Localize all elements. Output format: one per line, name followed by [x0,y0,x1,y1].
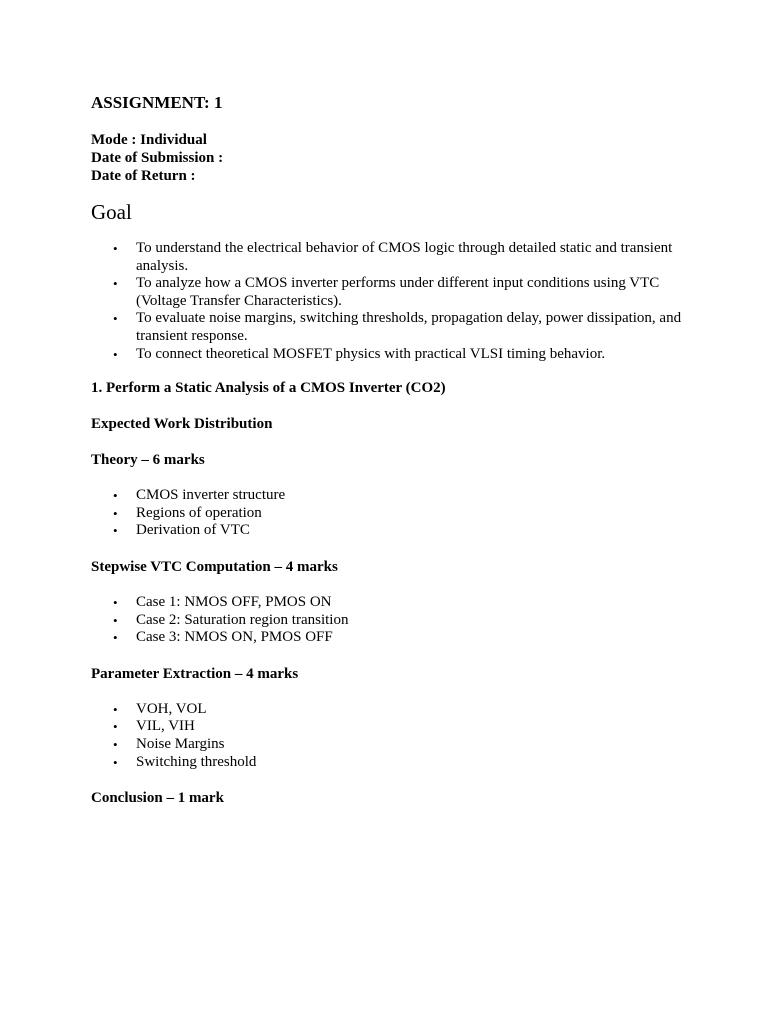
bullet-icon: • [113,346,118,362]
list-item: • Regions of operation [113,504,262,521]
bullet-icon: • [113,719,118,735]
list-item: • Case 3: NMOS ON, PMOS OFF [113,629,333,646]
bullet-icon: • [113,488,118,504]
conclusion-heading: Conclusion – 1 mark [91,790,224,807]
list-item: • VOH, VOL [113,700,207,717]
vtc-heading: Stepwise VTC Computation – 4 marks [91,558,338,575]
list-item: • VIL, VIH [113,718,195,735]
bullet-icon: • [113,594,118,610]
document-page [91,92,691,825]
bullet-icon: • [113,754,118,770]
bullet-icon: • [113,311,118,327]
theory-heading: Theory – 6 marks [91,452,205,469]
goal-item: • To understand the electrical behavior of CMOS logic through detailed static and transient analysis. [113,240,673,274]
theory-list [91,487,691,540]
list-item: • Noise Margins [113,735,225,752]
bullet-icon: • [113,505,118,521]
list-item: • Switching threshold [113,753,257,770]
vtc-list [91,594,691,647]
goal-item: • To evaluate noise margins, switching thresholds, propagation delay, power dissipation, and transient response. [113,310,682,344]
assignment-title: ASSIGNMENT: 1 [91,93,223,112]
work-distribution-heading: Expected Work Distribution [91,416,273,433]
list-item: • Case 2: Saturation region transition [113,611,349,628]
goal-item: • To connect theoretical MOSFET physics with practical VLSI timing behavior. [113,345,606,362]
goal-item: • To analyze how a CMOS inverter performs under different input conditions using VTC (Voltage Transfer Characteristics). [113,275,660,309]
list-item: • CMOS inverter structure [113,487,286,504]
bullet-icon: • [113,701,118,717]
bullet-icon: • [113,612,118,628]
section-1-heading: 1. Perform a Static Analysis of a CMOS Inverter (CO2) [91,380,446,397]
bullet-icon: • [113,630,118,646]
bullet-icon: • [113,523,118,539]
list-item: • Derivation of VTC [113,522,250,539]
goal-heading: Goal [91,200,132,224]
goal-list [91,240,691,363]
return-date-line: Date of Return : [91,168,196,184]
mode-line: Mode : Individual [91,132,207,148]
parameter-heading: Parameter Extraction – 4 marks [91,665,299,682]
bullet-icon: • [113,241,118,256]
parameter-list [91,701,691,771]
submission-date-line: Date of Submission : [91,150,224,166]
bullet-icon: • [113,736,118,752]
list-item: • Case 1: NMOS OFF, PMOS ON [113,593,332,610]
bullet-icon: • [113,276,118,292]
